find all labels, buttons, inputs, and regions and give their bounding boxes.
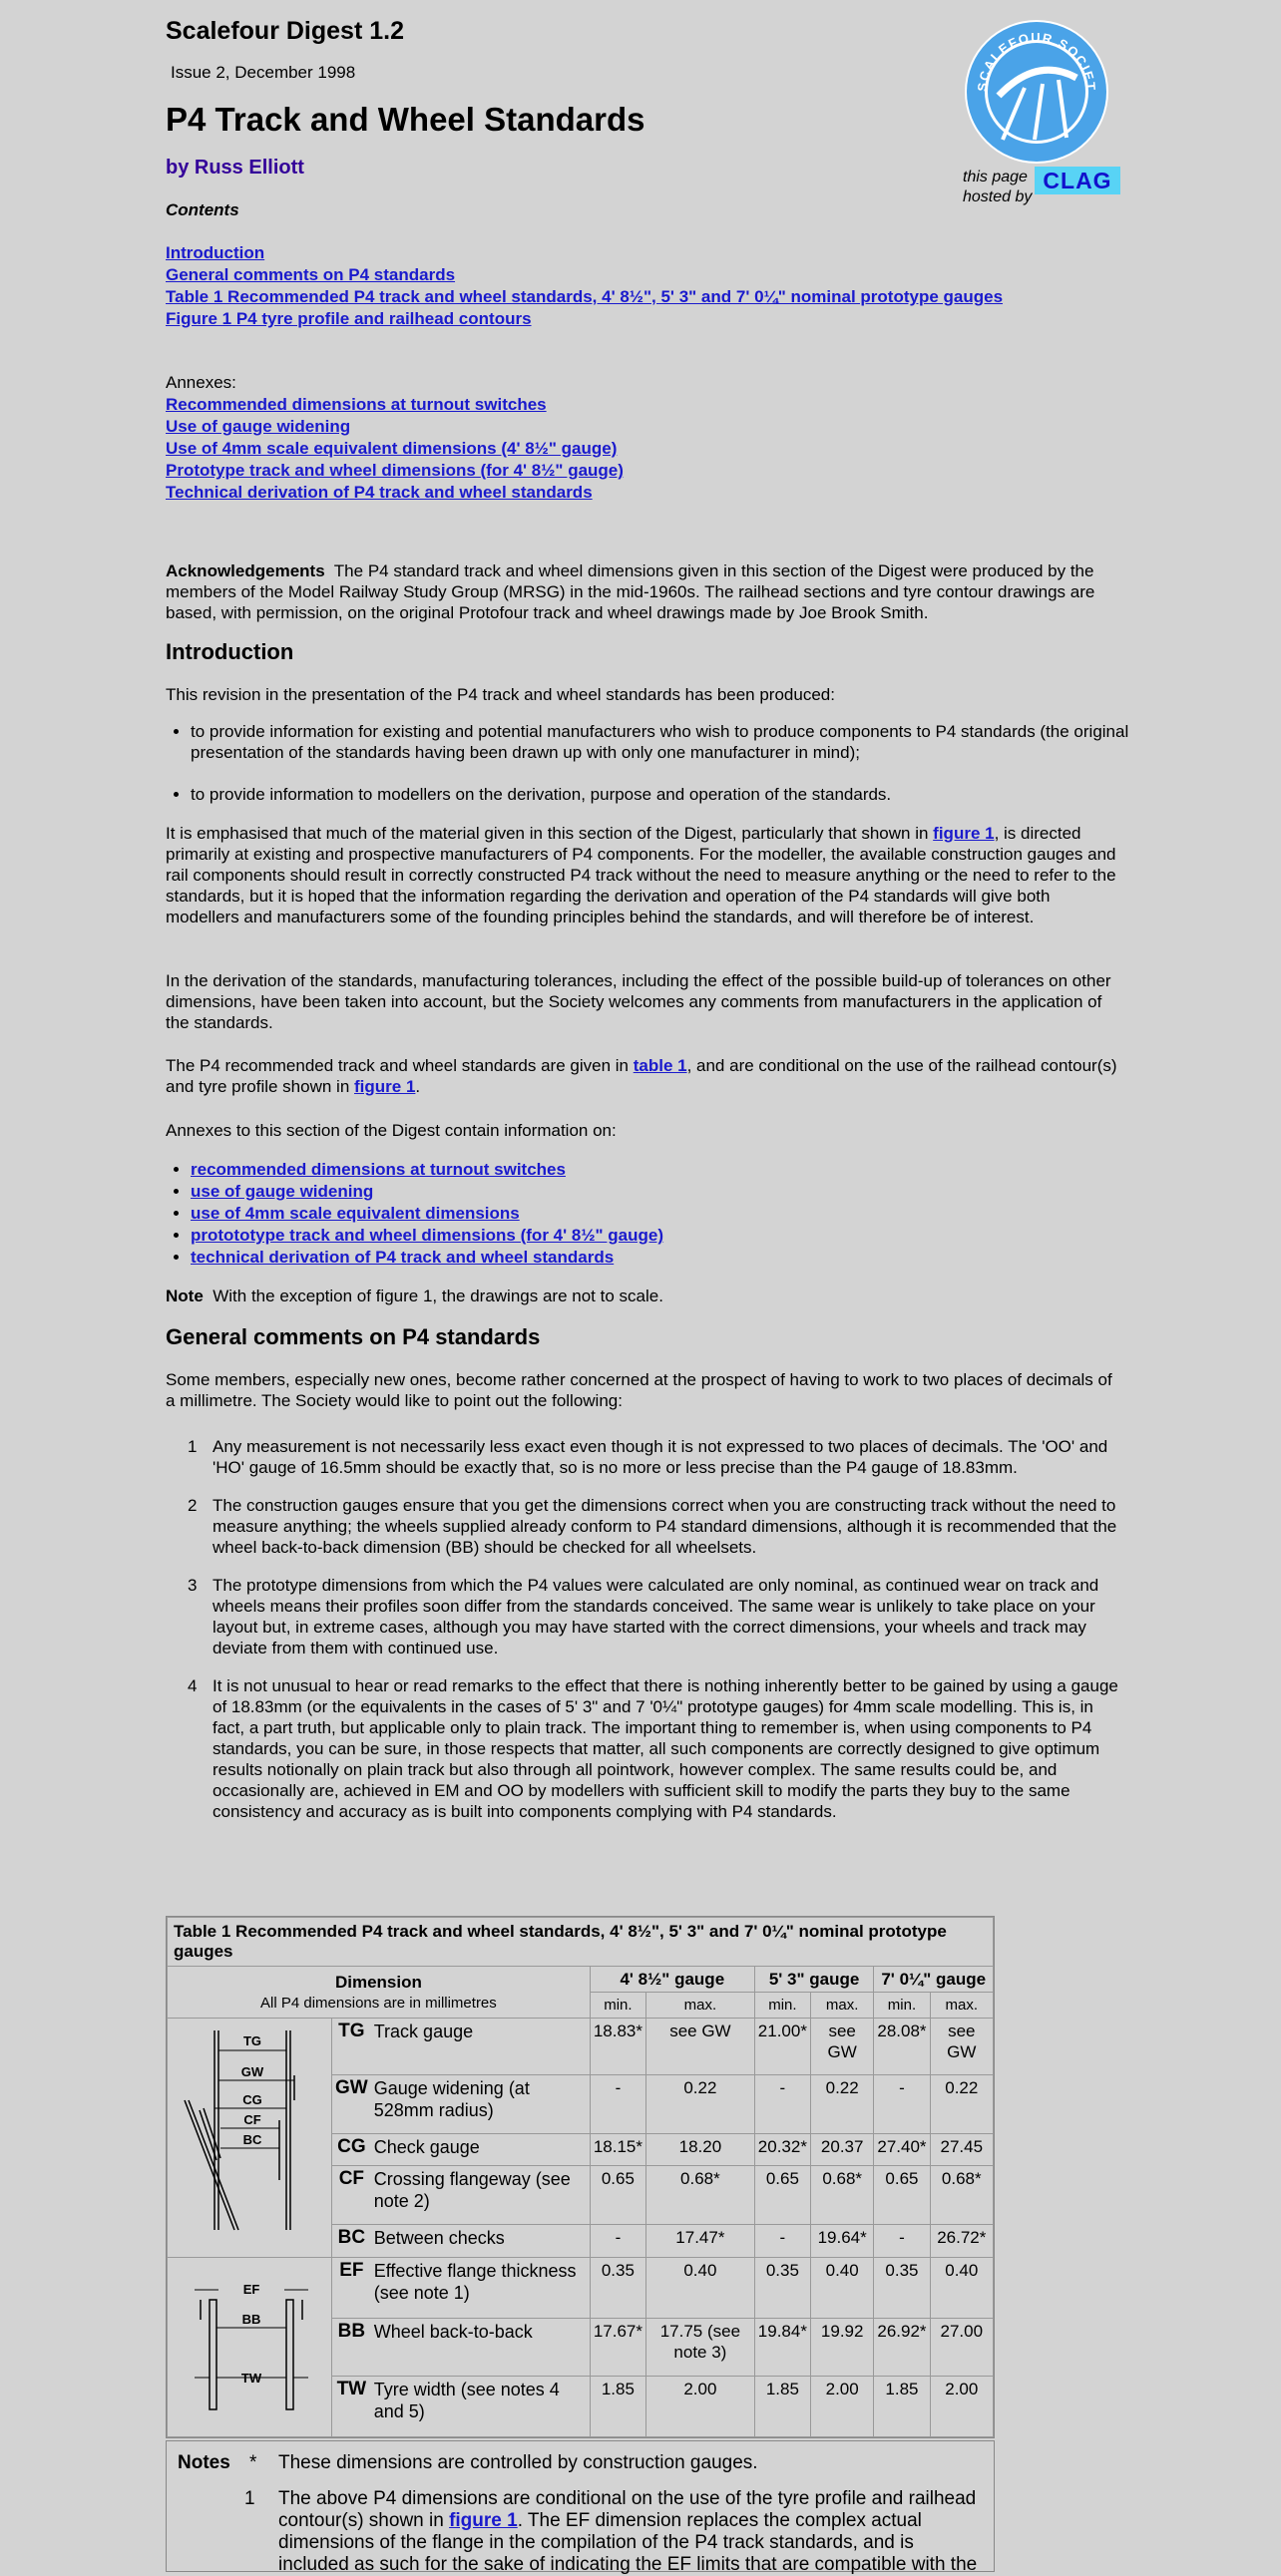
- track-label-gw: GW: [240, 2064, 264, 2079]
- dimension-value: 17.67*: [590, 2318, 645, 2376]
- dimension-code: BC: [332, 2225, 371, 2258]
- dimension-value: 2.00: [645, 2377, 754, 2437]
- annex-link-gauge-widening[interactable]: Use of gauge widening: [166, 417, 351, 436]
- standards-table: [166, 1916, 995, 2438]
- dimension-value: -: [590, 2074, 645, 2133]
- dimension-value: 0.65: [874, 2166, 930, 2225]
- min-header: min.: [754, 1993, 810, 2019]
- list-item: • to provide information for existing and potential manufacturers who wish to produce components to P4 standards (the original presentation of the standards having been drawn up with only one manufacturer in mind);: [191, 721, 1146, 763]
- dimension-value: 0.40: [930, 2258, 993, 2319]
- link-technical-derivation[interactable]: technical derivation of P4 track and wheel standards: [191, 1248, 615, 1267]
- dimension-value: 19.84*: [754, 2318, 810, 2376]
- gauge-header: 4' 8½" gauge: [590, 1967, 754, 1993]
- track-label-bc: BC: [242, 2132, 262, 2147]
- list-item: 1 Any measurement is not necessarily less exact even though it is not expressed to two places of decimals. The 'OO' and 'HO' gauge of 16.5mm should be exactly that, so is no more or less precise than the P4 gauge of 18.83mm.: [188, 1437, 1108, 1477]
- dimension-code: BB: [332, 2318, 371, 2376]
- track-diagram: [168, 2019, 332, 2258]
- dimension-value: see GW: [645, 2019, 754, 2075]
- dimension-value: 1.85: [874, 2377, 930, 2437]
- dimension-value: 18.15*: [590, 2133, 645, 2166]
- annex-link-technical-derivation[interactable]: Technical derivation of P4 track and wheel standards: [166, 483, 593, 502]
- dimension-value: 0.68*: [810, 2166, 873, 2225]
- figure-1-link[interactable]: figure 1: [449, 2510, 518, 2531]
- digest-title: Scalefour Digest 1.2: [166, 17, 404, 45]
- dimension-value: 18.20: [645, 2133, 754, 2166]
- author: by Russ Elliott: [166, 157, 304, 179]
- scalefour-society-logo: [963, 18, 1110, 166]
- dimension-code: TG: [332, 2019, 371, 2075]
- dimension-code: EF: [332, 2258, 371, 2319]
- track-label-cg: CG: [242, 2092, 262, 2107]
- dimension-value: -: [874, 2074, 930, 2133]
- dimension-value: 0.35: [754, 2258, 810, 2319]
- gauge-header: 7' 0¼" gauge: [874, 1967, 994, 1993]
- dimension-value: 1.85: [754, 2377, 810, 2437]
- dimension-value: 19.92: [810, 2318, 873, 2376]
- min-header: min.: [874, 1993, 930, 2019]
- table-row: [168, 2019, 994, 2075]
- dimension-value: 20.32*: [754, 2133, 810, 2166]
- list-item: 4 It is not unusual to hear or read remarks to the effect that there is nothing inherently better to be gained by using a gauge of 18.83mm (or the equivalents in the cases of 5' 3" and 7 '0¼" prototype gauges) for 4mm scale modelling. This is, in fact, a part truth, but applicable only to plain track. The important thing to remember is, when using components to P4 standards, you can be sure, in those respects that matter, all such components are correctly designed to give optimum results notionally on plain track but also through all pointwork, however complex. The same results could be, and occasionally are, achieved in EM and OO by modellers with sufficient skill to modify the parts they buy to the same consistency and accuracy as is built into components complying with P4 standards.: [188, 1676, 1118, 1821]
- clag-logo-link[interactable]: CLAG: [1035, 167, 1120, 194]
- table-notes: [166, 2440, 995, 2575]
- link-4mm-equivalent[interactable]: use of 4mm scale equivalent dimensions: [191, 1204, 520, 1223]
- dimension-value: 27.40*: [874, 2133, 930, 2166]
- dimension-value: 21.00*: [754, 2019, 810, 2075]
- dimension-description: Gauge widening (at 528mm radius): [371, 2074, 591, 2133]
- track-label-tg: TG: [242, 2033, 262, 2048]
- note: Note With the exception of figure 1, the drawings are not to scale.: [166, 1287, 663, 1305]
- figure-1-link[interactable]: figure 1: [933, 824, 995, 843]
- intro-paragraph: Annexes to this section of the Digest contain information on:: [166, 1121, 617, 1140]
- list-item: 3 The prototype dimensions from which the P4 values were calculated are only nominal, as continued wear on track and wheels means their profiles soon differ from the standards conceived. The same wear is unlikely to take place on your layout but, in extreme cases, although you may have started with the correct dimensions, your wheels and track may deviate from them with continued use.: [188, 1576, 1099, 1657]
- toc-link-table-1[interactable]: Table 1 Recommended P4 track and wheel standards, 4' 8½", 5' 3" and 7' 0¼" nominal prototype gauges: [166, 287, 1004, 306]
- intro-paragraph: It is emphasised that much of the material given in this section of the Digest, particularly that shown in figure 1, is directed primarily at existing and prospective manufacturers of P4 components. For the modeller, the available construction gauges and rail components should result in correctly constructed P4 track without the need to measure anything or the need to refer to the standards, but it is hoped that the information regarding the derivation and operation of the P4 standards will give both modellers and manufacturers some of the founding principles behind the standards, and will therefore be of interest.: [166, 824, 1116, 926]
- annexes-list: [166, 372, 1121, 504]
- dimension-value: 26.92*: [874, 2318, 930, 2376]
- logo-text: SCALEFOUR SOCIET: [974, 29, 1099, 93]
- dimension-value: 0.22: [930, 2074, 993, 2133]
- dimension-description: Tyre width (see notes 4 and 5): [371, 2377, 591, 2437]
- notes-label: Notes: [178, 2452, 230, 2473]
- dimension-code: CF: [332, 2166, 371, 2225]
- note-text: These dimensions are controlled by construction gauges.: [278, 2452, 758, 2473]
- dimension-value: 17.47*: [645, 2225, 754, 2258]
- dimension-value: 0.65: [754, 2166, 810, 2225]
- dimension-description: Between checks: [371, 2225, 591, 2258]
- dimension-value: 18.83*: [590, 2019, 645, 2075]
- intro-bullets: [166, 721, 1146, 805]
- dimension-header: Dimension All P4 dimensions are in millimetres: [168, 1967, 591, 2019]
- table-1-link[interactable]: table 1: [633, 1056, 687, 1075]
- dimension-value: 0.68*: [645, 2166, 754, 2225]
- dimension-value: 0.40: [810, 2258, 873, 2319]
- intro-paragraph: The P4 recommended track and wheel standards are given in table 1, and are conditional on the use of the railhead contour(s) and tyre profile shown in figure 1.: [166, 1056, 1117, 1096]
- dimension-description: Track gauge: [371, 2019, 591, 2075]
- dimension-value: 27.45: [930, 2133, 993, 2166]
- acknowledgements: Acknowledgements The P4 standard track and wheel dimensions given in this section of the Digest were produced by the members of the Model Railway Study Group (MRSG) in the mid-1960s. The railhead sections and tyre contour drawings are based, with permission, on the original Protofour track and wheel drawings made by Joe Brook Smith.: [166, 561, 1095, 622]
- figure-1-link[interactable]: figure 1: [354, 1077, 416, 1096]
- dimension-value: 26.72*: [930, 2225, 993, 2258]
- contents-heading: Contents: [166, 200, 239, 219]
- link-prototype-dimensions[interactable]: protototype track and wheel dimensions (for 4' 8½" gauge): [191, 1226, 664, 1245]
- dimension-value: 2.00: [810, 2377, 873, 2437]
- list-item: 2 The construction gauges ensure that you get the dimensions correct when you are constructing track without the need to measure anything; the wheels supplied already conform to P4 standard dimensions, although it is recommended that the wheel back-to-back dimension (BB) should be checked for all wheelsets.: [188, 1496, 1117, 1557]
- dimension-value: see GW: [810, 2019, 873, 2075]
- max-header: max.: [930, 1993, 993, 2019]
- annexes-label: Annexes:: [166, 373, 236, 392]
- general-numbered-list: [166, 1436, 1121, 1822]
- track-label-cf: CF: [243, 2112, 261, 2127]
- max-header: max.: [810, 1993, 873, 2019]
- table-of-contents: [166, 242, 1121, 330]
- toc-link-introduction[interactable]: Introduction: [166, 243, 265, 262]
- table-row: [168, 2258, 994, 2319]
- dimension-description: Check gauge: [371, 2133, 591, 2166]
- list-item: • to provide information to modellers on the derivation, purpose and operation of the standards.: [191, 784, 1146, 805]
- wheel-label-ef: EF: [242, 2282, 260, 2297]
- dimension-value: 0.22: [645, 2074, 754, 2133]
- dimension-value: 0.68*: [930, 2166, 993, 2225]
- dimension-value: see GW: [930, 2019, 993, 2075]
- page-title: P4 Track and Wheel Standards: [166, 101, 645, 138]
- issue-line: Issue 2, December 1998: [171, 63, 356, 82]
- wheel-label-tw: TW: [240, 2371, 262, 2386]
- dimension-value: 0.35: [874, 2258, 930, 2319]
- link-turnout-switches[interactable]: recommended dimensions at turnout switches: [191, 1160, 566, 1179]
- dimension-value: -: [754, 2074, 810, 2133]
- note-marker: 1: [244, 2488, 255, 2509]
- note-marker: *: [249, 2452, 257, 2473]
- hosted-by-text: this page hosted by: [963, 169, 1033, 205]
- toc-link-figure-1[interactable]: Figure 1 P4 tyre profile and railhead contours: [166, 309, 532, 328]
- dimension-code: TW: [332, 2377, 371, 2437]
- link-gauge-widening[interactable]: use of gauge widening: [191, 1182, 374, 1201]
- wheel-label-bb: BB: [241, 2312, 261, 2327]
- dimension-value: 0.22: [810, 2074, 873, 2133]
- max-header: max.: [645, 1993, 754, 2019]
- note-text: The above P4 dimensions are conditional on the use of the tyre profile and railhead contour(s) shown in figure 1. The EF dimension replaces the complex actual dimensions of the flange in the compilation of the P4 track standards, and is included as such for the sake of indicating the EF limits that are compatible with the: [278, 2488, 978, 2575]
- introduction-heading: Introduction: [166, 639, 294, 664]
- dimension-value: 0.65: [590, 2166, 645, 2225]
- dimension-value: 2.00: [930, 2377, 993, 2437]
- min-header: min.: [590, 1993, 645, 2019]
- dimension-value: 19.64*: [810, 2225, 873, 2258]
- dimension-value: -: [874, 2225, 930, 2258]
- dimension-value: 0.35: [590, 2258, 645, 2319]
- dimension-value: 20.37: [810, 2133, 873, 2166]
- dimension-value: 1.85: [590, 2377, 645, 2437]
- general-paragraph: Some members, especially new ones, become rather concerned at the prospect of having to work to two places of decimals of a millimetre. The Society would like to point out the following:: [166, 1370, 1112, 1410]
- general-comments-heading: General comments on P4 standards: [166, 1324, 541, 1349]
- dimension-description: Effective flange thickness (see note 1): [371, 2258, 591, 2319]
- wheel-diagram: [168, 2258, 332, 2437]
- dimension-description: Wheel back-to-back: [371, 2318, 591, 2376]
- gauge-header: 5' 3" gauge: [754, 1967, 874, 1993]
- annex-links-list: [166, 1159, 1146, 1269]
- annex-link-turnout-switches[interactable]: Recommended dimensions at turnout switches: [166, 395, 547, 414]
- annex-link-4mm-equivalent[interactable]: Use of 4mm scale equivalent dimensions (4' 8½" gauge): [166, 439, 618, 458]
- annex-link-prototype-dimensions[interactable]: Prototype track and wheel dimensions (for 4' 8½" gauge): [166, 461, 624, 480]
- dimension-code: CG: [332, 2133, 371, 2166]
- toc-link-general-comments[interactable]: General comments on P4 standards: [166, 265, 456, 284]
- dimension-value: 27.00: [930, 2318, 993, 2376]
- dimension-value: 28.08*: [874, 2019, 930, 2075]
- dimension-code: GW: [332, 2074, 371, 2133]
- dimension-value: -: [590, 2225, 645, 2258]
- table-caption: Table 1 Recommended P4 track and wheel standards, 4' 8½", 5' 3" and 7' 0¼" nominal prototype gauges: [168, 1918, 994, 1967]
- dimension-value: -: [754, 2225, 810, 2258]
- dimension-value: 17.75 (see note 3): [645, 2318, 754, 2376]
- intro-paragraph: This revision in the presentation of the P4 track and wheel standards has been produced:: [166, 685, 835, 704]
- dimension-value: 0.40: [645, 2258, 754, 2319]
- dimension-description: Crossing flangeway (see note 2): [371, 2166, 591, 2225]
- intro-paragraph: In the derivation of the standards, manufacturing tolerances, including the effect of the possible build-up of tolerances on other dimensions, have been taken into account, but the Society welcomes any comments from manufacturers in the application of the standards.: [166, 971, 1111, 1032]
